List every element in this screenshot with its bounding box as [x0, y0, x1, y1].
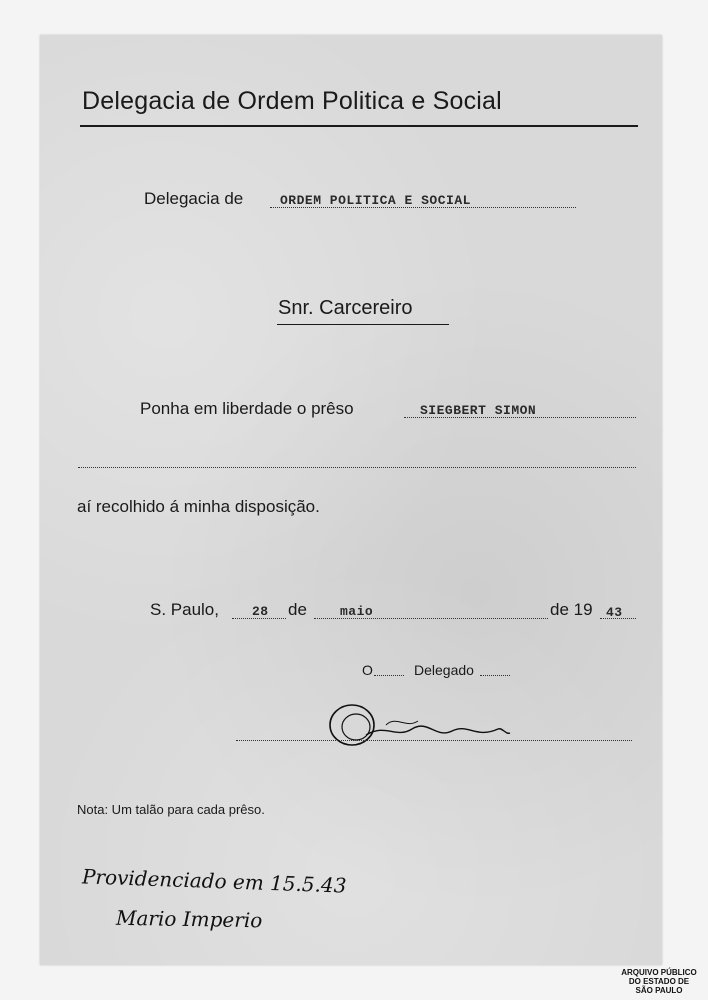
prisoner-dotted-line — [404, 417, 636, 418]
heading-carcereiro: Snr. Carcereiro — [278, 297, 413, 319]
heading-underline — [277, 324, 449, 325]
year-dotted-line — [600, 618, 636, 619]
date-year: 43 — [606, 605, 623, 620]
delegacia-label: Delegacia de — [144, 189, 244, 208]
note-text: Nota: Um talão para cada prêso. — [77, 802, 265, 817]
delegacia-value: ORDEM POLITICA E SOCIAL — [280, 193, 471, 208]
delegacia-dotted-line — [270, 207, 576, 208]
delegado-dotted-1 — [374, 675, 404, 676]
archive-stamp-line-1: ARQUIVO PÚBLICO — [621, 968, 697, 977]
day-dotted-line — [232, 618, 286, 619]
handwritten-line-1: Providenciado em 15.5.43 — [81, 864, 347, 898]
delegado-label: Delegado — [414, 662, 474, 678]
archive-stamp-line-2: DO ESTADO DE — [628, 977, 690, 986]
date-city: S. Paulo, — [150, 600, 219, 619]
date-day: 28 — [252, 604, 269, 619]
title-underline — [80, 125, 638, 127]
date-month: maio — [340, 604, 374, 619]
date-de-2: de 19 — [550, 600, 593, 619]
archive-stamp-line-3: SÃO PAULO — [635, 986, 683, 995]
month-dotted-line — [314, 618, 548, 619]
blank-dotted-line — [78, 467, 636, 468]
prisoner-name: SIEGBERT SIMON — [420, 403, 537, 418]
handwritten-line-2: Mario Imperio — [115, 905, 263, 933]
date-de-1: de — [288, 600, 307, 619]
delegado-dotted-2 — [480, 675, 510, 676]
release-text: Ponha em liberdade o prêso — [140, 399, 354, 418]
delegado-article: O — [362, 662, 373, 678]
document-title: Delegacia de Ordem Politica e Social — [82, 87, 502, 115]
custody-text: aí recolhido á minha disposição. — [77, 497, 320, 516]
document-sheet — [40, 35, 662, 965]
signature-dotted-line — [236, 740, 632, 741]
archive-stamp — [612, 968, 706, 995]
